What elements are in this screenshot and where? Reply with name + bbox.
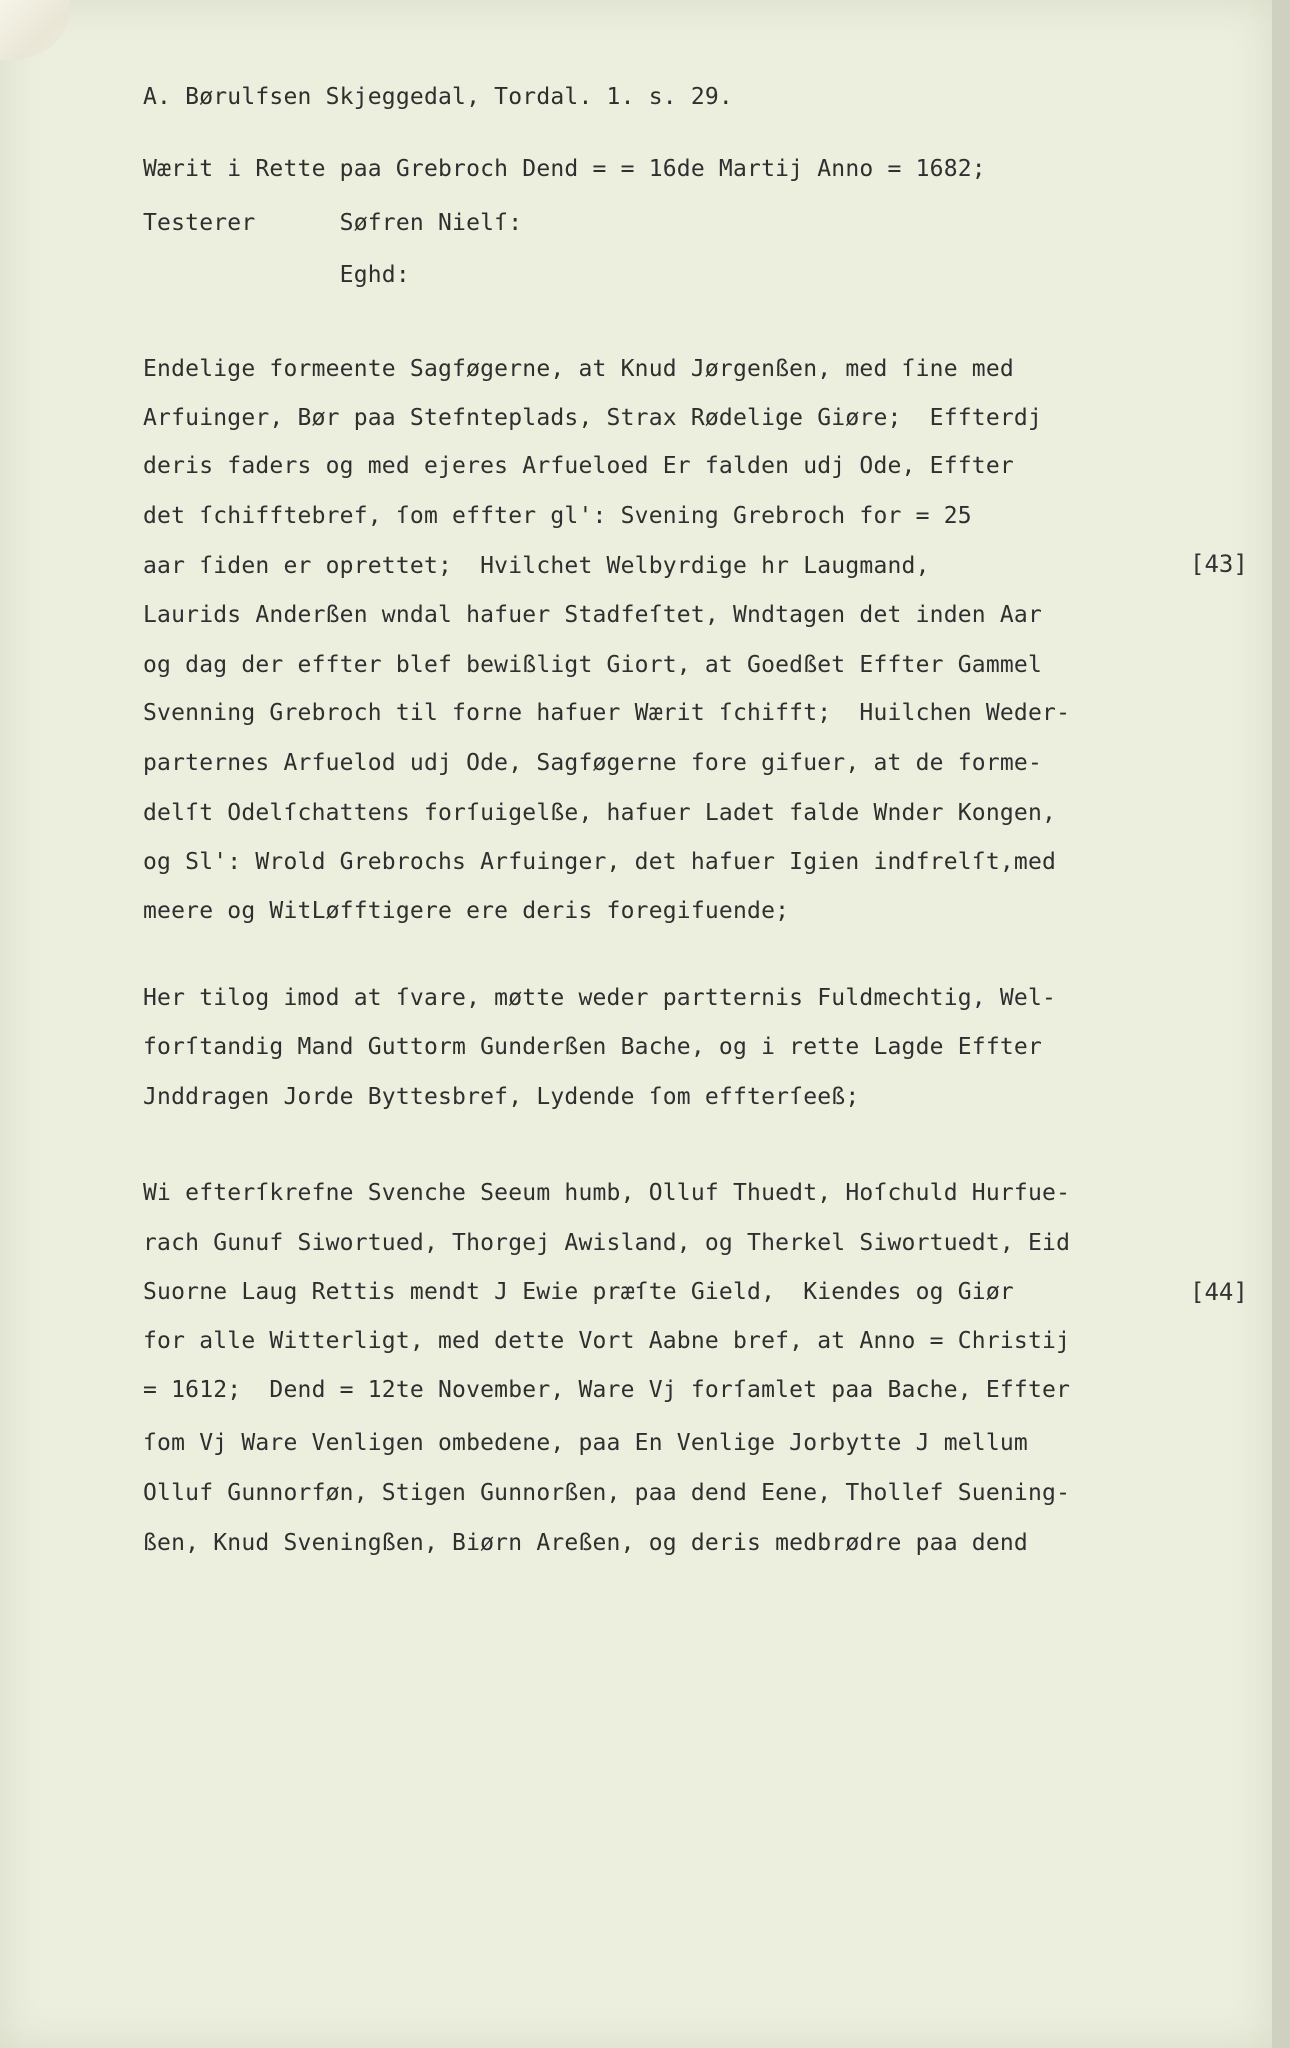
margin-page-marker: [44] xyxy=(1190,1278,1248,1306)
margin-page-marker: [43] xyxy=(1190,550,1248,578)
header-line: A. Børulfsen Skjeggedal, Tordal. 1. s. 29. xyxy=(143,84,733,110)
text-line: deris faders og med ejeres Arfueloed Er falden udj Ode, Effter xyxy=(143,453,1014,479)
text-line: Suorne Laug Rettis mendt J Ewie præſte Gield, Kiendes og Giør xyxy=(143,1279,1014,1305)
text-line: Arfuinger, Bør paa Stefnteplads, Strax Rødelige Giøre; Effterdj xyxy=(143,405,1043,431)
text-line: = 1612; Dend = 12te November, Ware Vj forſamlet paa Bache, Effter xyxy=(143,1377,1071,1403)
text-line: Olluf Gunnorføn, Stigen Gunnorßen, paa dend Eene, Thollef Suening- xyxy=(143,1480,1071,1506)
text-line: ßen, Knud Sveningßen, Biørn Areßen, og deris medbrødre paa dend xyxy=(143,1530,1028,1556)
text-line: det ſchifftebref, ſom effter gl': Svening Grebroch for = 25 xyxy=(143,503,972,529)
text-line: Laurids Anderßen wndal hafuer Stadfeſtet, Wndtagen det inden Aar xyxy=(143,602,1043,628)
text-line: rach Gunuf Siwortued, Thorgej Awisland, og Therkel Siwortuedt, Eid xyxy=(143,1230,1071,1256)
text-line: Her tilog imod at ſvare, møtte weder partternis Fuldmechtig, Wel- xyxy=(143,985,1057,1011)
text-line: Endelige formeente Sagføgerne, at Knud Jørgenßen, med ſine med xyxy=(143,356,1014,382)
text-line: og Sl': Wrold Grebrochs Arfuinger, det hafuer Igien indfrelſt,med xyxy=(143,849,1057,875)
text-line: ſom Vj Ware Venligen ombedene, paa En Venlige Jorbytte J mellum xyxy=(143,1430,1028,1456)
text-line: for alle Witterligt, med dette Vort Aabne bref, at Anno = Christij xyxy=(143,1328,1071,1354)
text-line: meere og WitLøfftigere ere deris foregifuende; xyxy=(143,898,790,924)
text-line: parternes Arfuelod udj Ode, Sagføgerne fore gifuer, at de forme- xyxy=(143,750,1043,776)
document-body xyxy=(143,0,1123,1556)
text-line: og dag der effter blef bewißligt Giort, at Goedßet Effter Gammel xyxy=(143,652,1043,678)
text-line: Eghd: xyxy=(143,262,410,288)
text-line: Svenning Grebroch til forne hafuer Wærit ſchifft; Huilchen Weder- xyxy=(143,700,1071,726)
text-line: Wi efterſkrefne Svenche Seeum humb, Olluf Thuedt, Hoſchuld Hurfue- xyxy=(143,1180,1071,1206)
text-line: Wærit i Rette paa Grebroch Dend = = 16de Martij Anno = 1682; xyxy=(143,156,986,182)
page-edge xyxy=(1272,0,1290,2048)
text-line: aar ſiden er oprettet; Hvilchet Welbyrdige hr Laugmand, xyxy=(143,553,930,579)
text-line: delſt Odelſchattens forſuigelße, hafuer Ladet falde Wnder Kongen, xyxy=(143,800,1057,826)
text-line: Jnddragen Jorde Byttesbref, Lydende ſom effterſeeß; xyxy=(143,1084,860,1110)
text-line: forſtandig Mand Guttorm Gunderßen Bache, og i rette Lagde Effter xyxy=(143,1034,1043,1060)
text-line: Testerer Søfren Nielſ: xyxy=(143,210,523,236)
